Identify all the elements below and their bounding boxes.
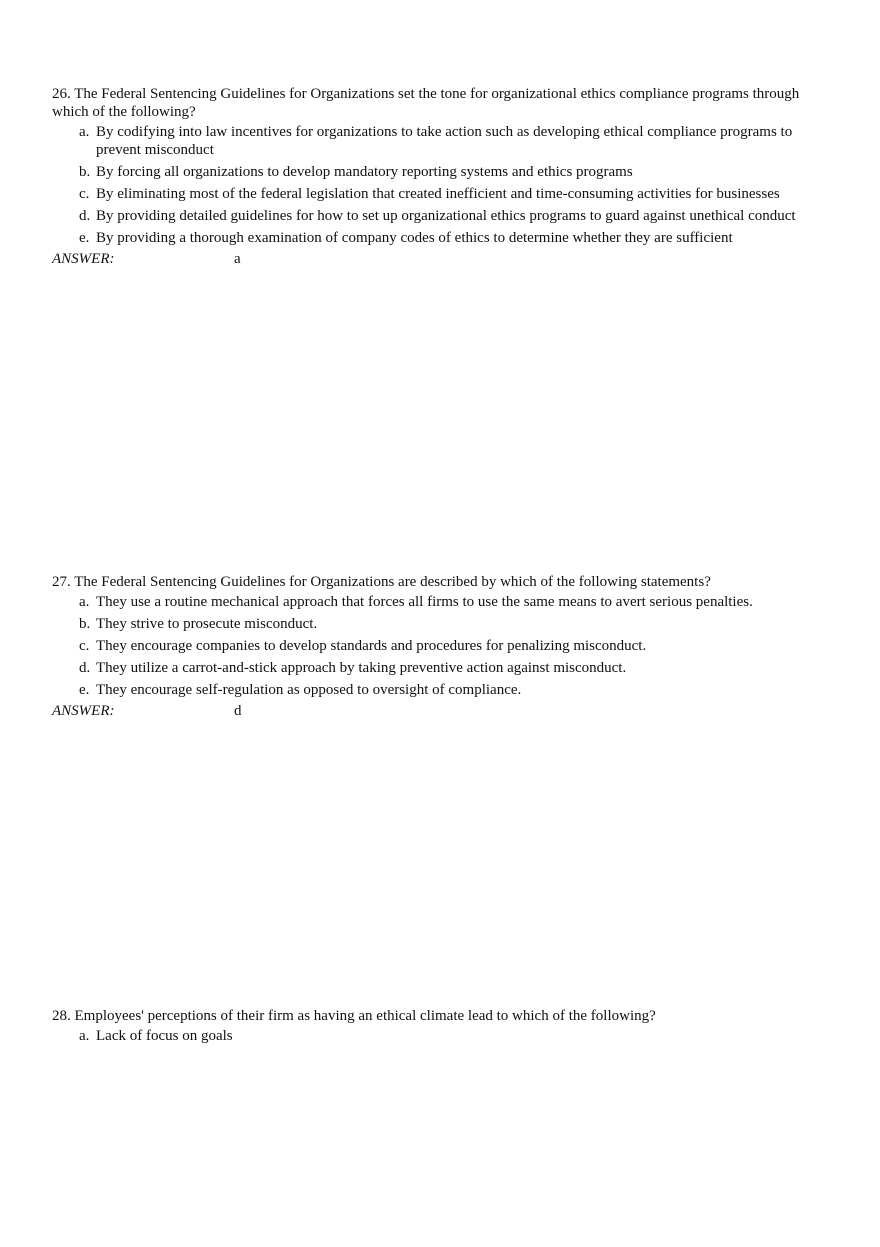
option-letter: e.	[79, 230, 90, 246]
answer-label: ANSWER:	[52, 251, 115, 267]
question-text: The Federal Sentencing Guidelines for Organizations set the tone for organizational ethics compliance programs through which of the following?	[52, 86, 800, 120]
option-a	[52, 123, 812, 159]
answer-row	[52, 250, 812, 268]
question-stem	[52, 85, 812, 121]
question-stem	[52, 1007, 812, 1025]
question-26	[52, 85, 812, 268]
option-c	[52, 637, 812, 655]
option-text: They use a routine mechanical approach that forces all firms to use the same means to avert serious penalties.	[96, 594, 753, 610]
question-stem	[52, 573, 812, 591]
option-list	[52, 1027, 812, 1045]
question-number: 27.	[52, 574, 71, 590]
option-text: By eliminating most of the federal legislation that created inefficient and time-consuming activities for businesses	[96, 186, 780, 202]
question-27	[52, 573, 812, 720]
option-b	[52, 163, 812, 181]
option-a	[52, 593, 812, 611]
option-text: They encourage companies to develop standards and procedures for penalizing misconduct.	[96, 638, 647, 654]
answer-label: ANSWER:	[52, 703, 115, 719]
option-text: Lack of focus on goals	[96, 1028, 233, 1044]
option-letter: e.	[79, 682, 90, 698]
question-number: 28.	[52, 1008, 71, 1024]
question-text: The Federal Sentencing Guidelines for Organizations are described by which of the following statements?	[74, 574, 711, 590]
option-text: By providing a thorough examination of company codes of ethics to determine whether they are sufficient	[96, 230, 733, 246]
option-text: By codifying into law incentives for organizations to take action such as developing ethical compliance programs to prevent misconduct	[96, 124, 793, 158]
option-letter: c.	[79, 186, 90, 202]
question-number: 26.	[52, 86, 71, 102]
answer-value: a	[234, 251, 241, 267]
option-text: They encourage self-regulation as opposed to oversight of compliance.	[96, 682, 522, 698]
option-letter: b.	[79, 616, 91, 632]
option-e	[52, 681, 812, 699]
option-d	[52, 659, 812, 677]
option-d	[52, 207, 812, 225]
option-text: They strive to prosecute misconduct.	[96, 616, 318, 632]
option-letter: b.	[79, 164, 91, 180]
option-letter: a.	[79, 1028, 90, 1044]
option-letter: a.	[79, 594, 90, 610]
option-c	[52, 185, 812, 203]
answer-value: d	[234, 703, 242, 719]
question-28	[52, 1007, 812, 1049]
option-text: By providing detailed guidelines for how to set up organizational ethics programs to guard against unethical conduct	[96, 208, 796, 224]
option-letter: d.	[79, 660, 91, 676]
option-b	[52, 615, 812, 633]
option-letter: d.	[79, 208, 91, 224]
answer-row	[52, 702, 812, 720]
option-list	[52, 593, 812, 699]
option-letter: c.	[79, 638, 90, 654]
question-text: Employees' perceptions of their firm as having an ethical climate lead to which of the following?	[74, 1008, 656, 1024]
option-list	[52, 123, 812, 247]
option-letter: a.	[79, 124, 90, 140]
option-text: They utilize a carrot-and-stick approach by taking preventive action against misconduct.	[96, 660, 627, 676]
option-text: By forcing all organizations to develop mandatory reporting systems and ethics programs	[96, 164, 633, 180]
option-e	[52, 229, 812, 247]
option-a	[52, 1027, 812, 1045]
